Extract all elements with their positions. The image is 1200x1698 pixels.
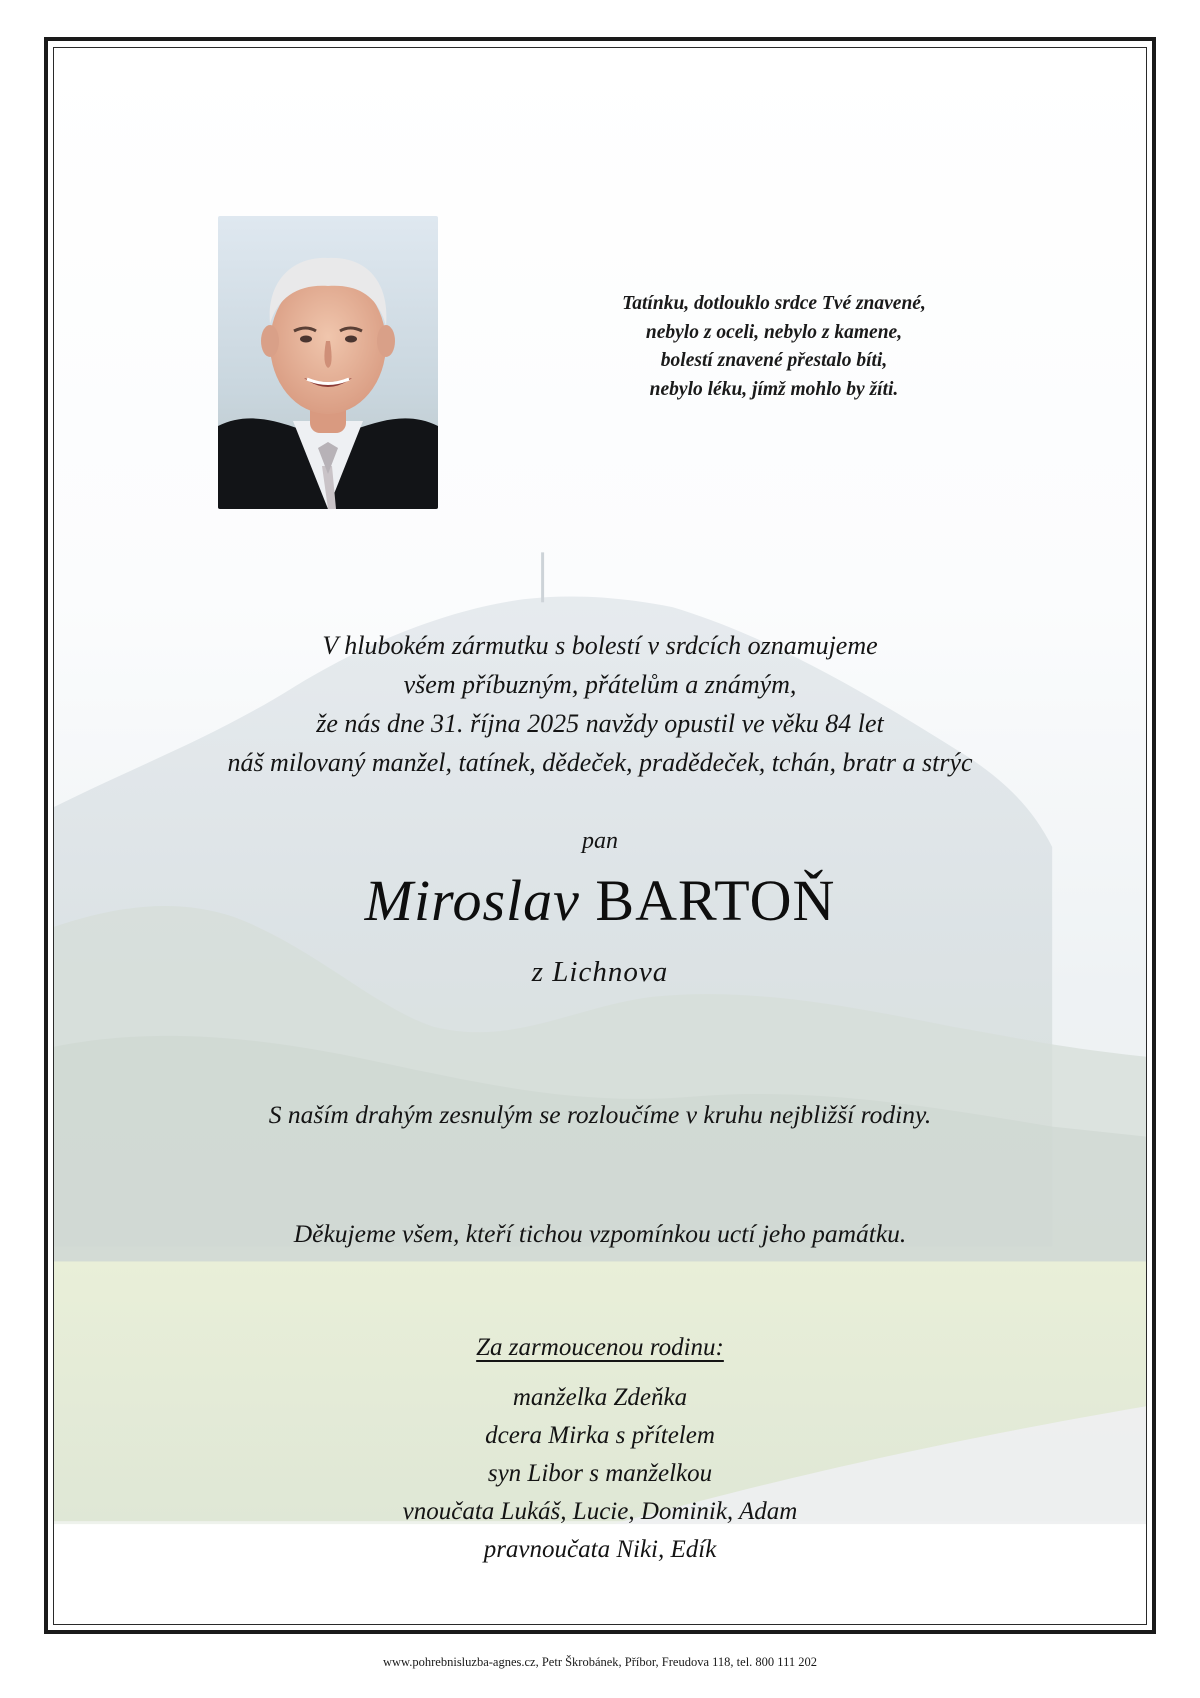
announcement xyxy=(54,626,1146,782)
funeral-service-footer: www.pohrebnisluzba-agnes.cz, Petr Škrobánek, Příbor, Freudova 118, tel. 800 111 202 xyxy=(382,1655,817,1669)
surname: BARTOŇ xyxy=(595,868,836,933)
memorial-verse xyxy=(574,290,974,404)
announcement-line: že nás dne 31. října 2025 navždy opustil ve věku 84 let xyxy=(316,709,884,738)
verse-line: nebylo léku, jímž mohlo by žíti. xyxy=(649,378,899,400)
announcement-line: V hlubokém zármutku s bolestí v srdcích oznamujeme xyxy=(322,631,878,660)
first-name: Miroslav xyxy=(364,868,580,933)
family-member: syn Libor s manželkou xyxy=(487,1460,713,1487)
deceased-origin: z Lichnova xyxy=(531,956,669,988)
announcement-line: všem příbuzným, přátelům a známým, xyxy=(403,670,797,699)
family-heading: Za zarmoucenou rodinu: xyxy=(476,1334,724,1361)
obituary-content xyxy=(54,48,1146,1624)
portrait-photo xyxy=(218,216,438,509)
farewell-text: S naším drahým zesnulým se rozloučíme v kruhu nejbližší rodiny. xyxy=(268,1100,932,1129)
inner-frame xyxy=(53,47,1147,1625)
family-list xyxy=(54,1379,1146,1569)
family-member: pravnoučata Niki, Edík xyxy=(483,1536,717,1563)
verse-line: nebylo z oceli, nebylo z kamene, xyxy=(645,321,903,343)
thanks-text: Děkujeme všem, kteří tichou vzpomínkou uctí jeho památku. xyxy=(293,1219,907,1248)
family-member: manželka Zdeňka xyxy=(512,1384,688,1411)
family-member: dcera Mirka s přítelem xyxy=(485,1422,715,1449)
honorific: pan xyxy=(582,828,618,854)
portrait-illustration xyxy=(218,216,438,509)
deceased-name xyxy=(54,868,1146,934)
verse-line: bolestí znavené přestalo bíti, xyxy=(660,350,888,371)
verse-line: Tatínku, dotlouklo srdce Tvé znavené, xyxy=(622,293,926,314)
announcement-line: náš milovaný manžel, tatínek, dědeček, pradědeček, tchán, bratr a strýc xyxy=(227,748,973,777)
family-member: vnoučata Lukáš, Lucie, Dominik, Adam xyxy=(402,1498,798,1525)
